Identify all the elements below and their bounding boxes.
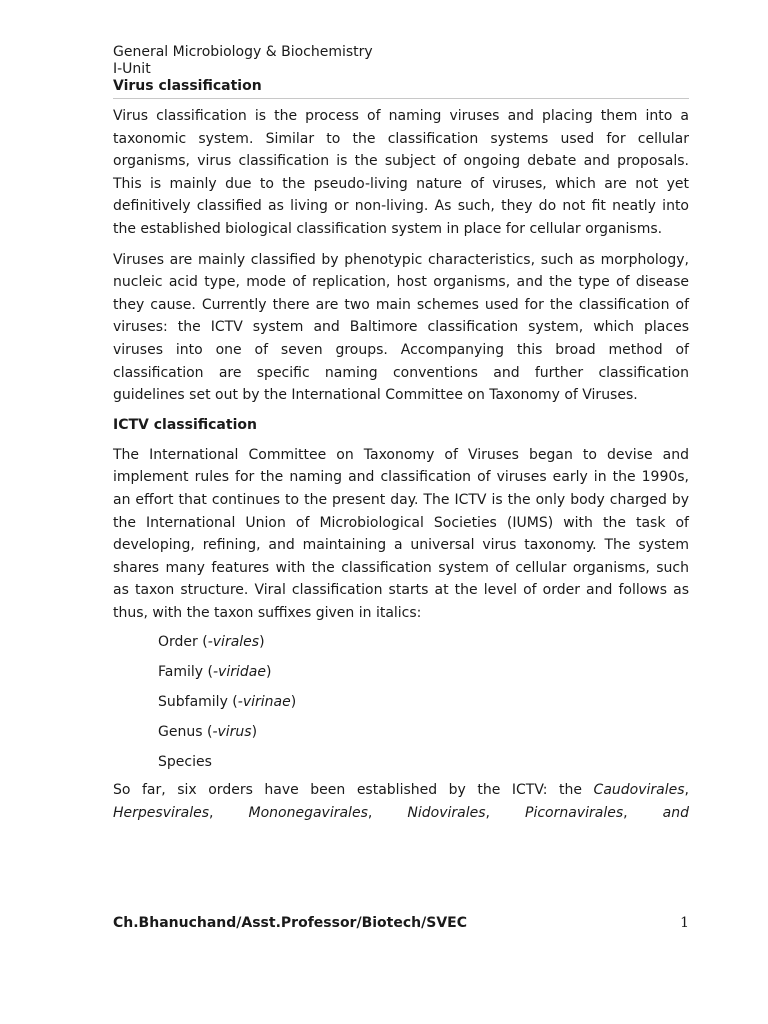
- order-herpesvirales: Herpesvirales: [113, 805, 209, 822]
- order-mononegavirales: Mononegavirales: [248, 805, 368, 822]
- document-page: [113, 44, 689, 825]
- paragraph-phenotypic: Viruses are mainly classified by phenotypic characteristics, such as morphology, nucleic acid type, mode of replication, host organisms, and the type of disease they cause. Currently there are two main schemes used for the classification of viruses: the ICTV system and Baltimore classification system, which places viruses into one of seven groups. Accompanying this broad method of classification are specific naming conventions and further classification guidelines set out by the International Committee on Taxonomy of Viruses.: [113, 251, 689, 404]
- paragraph-ictv: The International Committee on Taxonomy of Viruses began to devise and implement rules for the naming and classification of viruses early in the 1990s, an effort that continues to the present day. The ICTV is the only body charged by the International Union of Microbiological Societies (IUMS) with the task of developing, refining, and maintaining a universal virus taxonomy. The system shares many features with the classification system of cellular organisms, such as taxon structure. Viral classification starts at the level of order and follows as thus, with the taxon suffixes given in italics:: [113, 446, 689, 621]
- order-picornavirales: Picornavirales: [525, 805, 624, 822]
- course-title: General Microbiology & Biochemistry: [113, 44, 373, 60]
- rank-species: Species: [158, 754, 212, 771]
- rank-family: Family (-viridae): [158, 664, 272, 681]
- page-footer: [113, 913, 689, 933]
- taxon-rank-list: [113, 627, 689, 777]
- order-nidovirales: Nidovirales: [407, 805, 486, 822]
- paragraph-orders: So far, six orders have been established by the ICTV: the Caudovirales, Herpesvirales, Mononegavirales, Nidovirales, Picornavirales, and: [113, 782, 689, 822]
- rank-subfamily: Subfamily (-virinae): [158, 694, 297, 711]
- rank-order: Order (-virales): [158, 634, 265, 651]
- section-heading-ictv: ICTV classification: [113, 416, 257, 433]
- paragraph-intro: Virus classification is the process of naming viruses and placing them into a taxonomic system. Similar to the classification systems used for cellular organisms, virus classification is the subject of ongoing debate and proposals. This is mainly due to the pseudo-living nature of viruses, which are not yet definitively classified as living or non-living. As such, they do not fit neatly into the established biological classification system in place for cellular organisms.: [113, 108, 689, 237]
- order-caudovirales: Caudovirales: [593, 782, 685, 799]
- section-heading-virus-classification: Virus classification: [113, 78, 689, 99]
- orders-and: and: [662, 805, 689, 822]
- rank-genus: Genus (-virus): [158, 724, 258, 741]
- footer-author: Ch.Bhanuchand/Asst.Professor/Biotech/SVEC: [113, 915, 467, 931]
- unit-label: I-Unit: [113, 61, 151, 77]
- page-number: 1: [680, 915, 689, 931]
